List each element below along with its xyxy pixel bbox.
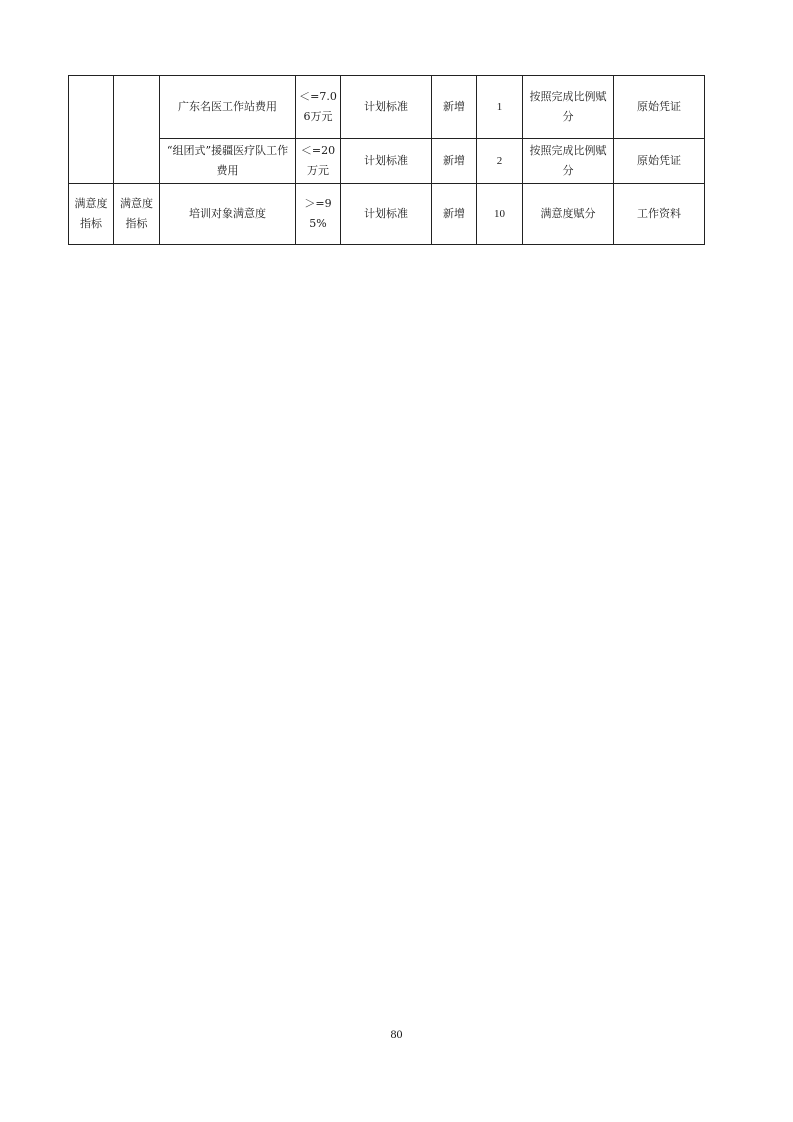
evidence-cell: 工作资料 xyxy=(614,184,705,245)
scoring-method-cell: 按照完成比例赋分 xyxy=(523,76,614,139)
target-value-cell: ＜=20万元 xyxy=(296,139,341,184)
level1-indicator-cell xyxy=(69,76,114,184)
target-value-cell: ＜=7.06万元 xyxy=(296,76,341,139)
type-cell: 新增 xyxy=(432,184,477,245)
table-row xyxy=(69,184,705,245)
type-cell: 新增 xyxy=(432,76,477,139)
indicator-name-cell: 培训对象满意度 xyxy=(160,184,296,245)
weight-cell: 1 xyxy=(477,76,523,139)
evidence-cell: 原始凭证 xyxy=(614,76,705,139)
basis-cell: 计划标准 xyxy=(341,139,432,184)
scoring-method-cell: 按照完成比例赋分 xyxy=(523,139,614,184)
evidence-cell: 原始凭证 xyxy=(614,139,705,184)
indicator-name-cell: “组团式”援疆医疗队工作费用 xyxy=(160,139,296,184)
level2-indicator-cell: 满意度指标 xyxy=(114,184,160,245)
indicator-name-cell: 广东名医工作站费用 xyxy=(160,76,296,139)
basis-cell: 计划标准 xyxy=(341,184,432,245)
basis-cell: 计划标准 xyxy=(341,76,432,139)
page-number: 80 xyxy=(390,1027,403,1041)
level1-indicator-cell: 满意度指标 xyxy=(69,184,114,245)
performance-indicator-table xyxy=(68,75,705,245)
weight-cell: 2 xyxy=(477,139,523,184)
target-value-cell: ＞=95% xyxy=(296,184,341,245)
scoring-method-cell: 满意度赋分 xyxy=(523,184,614,245)
type-cell: 新增 xyxy=(432,139,477,184)
table-row xyxy=(69,139,705,184)
table-row xyxy=(69,76,705,139)
weight-cell: 10 xyxy=(477,184,523,245)
level2-indicator-cell xyxy=(114,76,160,184)
